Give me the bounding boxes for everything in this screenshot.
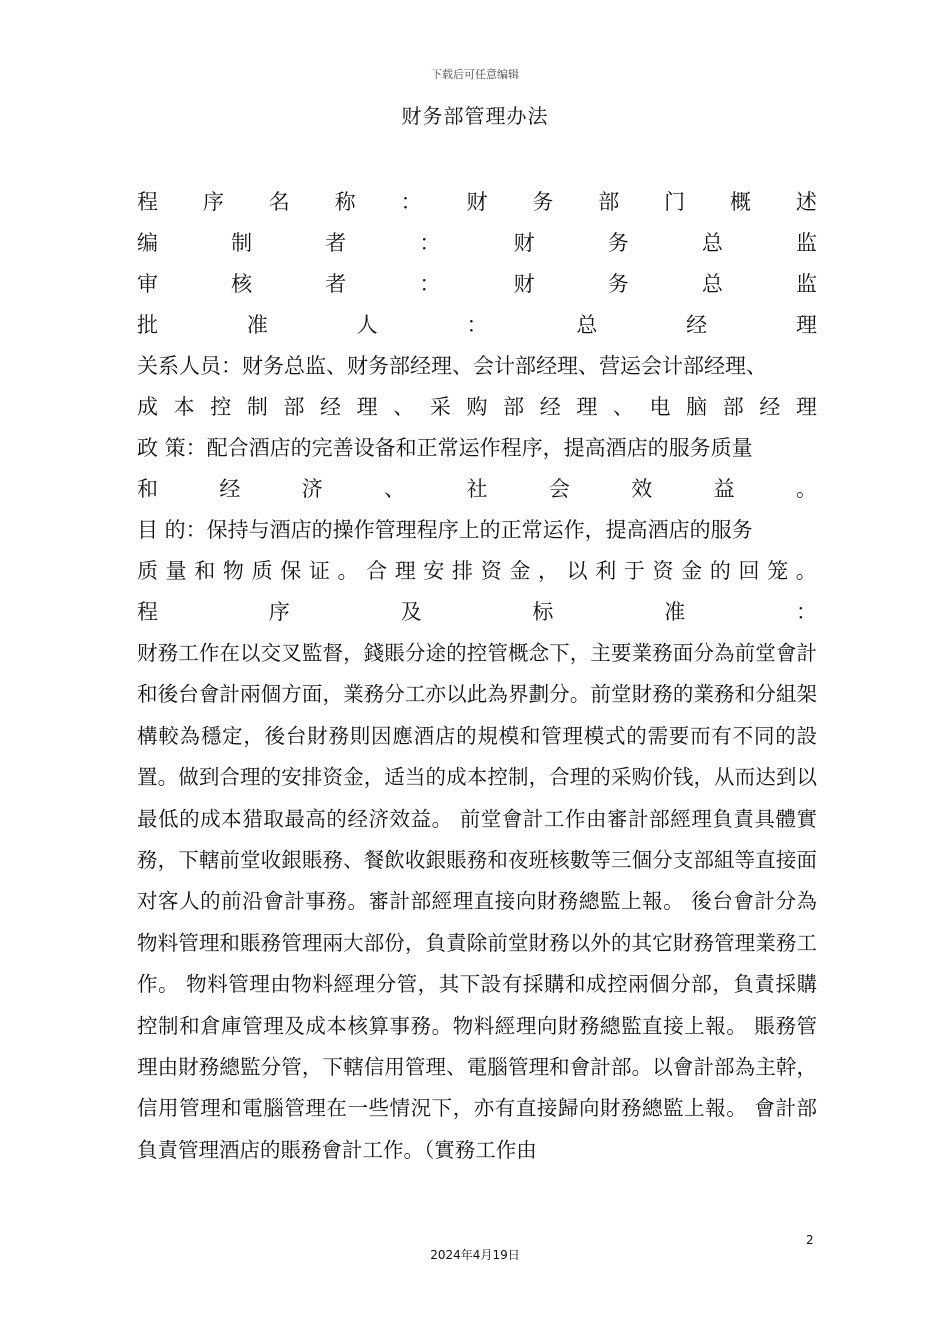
spread-char: 经: [320, 395, 342, 419]
reviewer-line: [137, 264, 817, 305]
spread-char: 标: [532, 600, 554, 624]
spread-char: 序: [202, 190, 224, 214]
procedure-heading: [137, 592, 817, 633]
spread-char: 程: [137, 600, 158, 624]
spread-char: 会: [548, 477, 570, 501]
spread-char: 理: [394, 559, 416, 583]
spread-char: 社: [466, 477, 488, 501]
spread-char: 门: [664, 190, 686, 214]
spread-char: 济: [301, 477, 323, 501]
spread-char: 。: [795, 559, 817, 583]
spread-char: 理: [576, 395, 598, 419]
spread-char: 回: [738, 559, 760, 583]
spread-char: 总: [576, 313, 598, 337]
header-note: 下载后可任意编辑: [431, 68, 519, 81]
spread-char: 本: [173, 395, 195, 419]
spread-char: 、: [384, 477, 406, 501]
spread-char: 质: [251, 559, 273, 583]
spread-char: 总: [701, 231, 723, 255]
spread-char: 、: [393, 395, 415, 419]
spread-char: 金: [509, 559, 531, 583]
purpose-line-2: [137, 551, 817, 592]
document-title: 财务部管理办法: [401, 104, 549, 128]
spread-char: 证: [308, 559, 330, 583]
spread-char: 称: [334, 190, 356, 214]
spread-char: 务: [532, 190, 554, 214]
document-body: [137, 182, 817, 1171]
spread-char: 资: [652, 559, 674, 583]
spread-char: 者: [325, 272, 347, 296]
spread-char: 控: [210, 395, 232, 419]
spread-char: 准: [664, 600, 686, 624]
spread-char: 部: [598, 190, 620, 214]
spread-char: 采: [429, 395, 451, 419]
spread-char: 经: [759, 395, 781, 419]
spread-char: 理: [795, 395, 817, 419]
spread-char: ，: [537, 559, 559, 583]
spread-char: 于: [623, 559, 645, 583]
approver-line: [137, 305, 817, 346]
spread-char: 编: [137, 231, 158, 255]
body-paragraph: 财務工作在以交叉監督，錢賬分途的控管概念下，主要業務面分為前堂會計和後台會計兩個方面，業務分工亦以此為界劃分。前堂財務的業務和分組架構較為穩定，後台財務則因應酒店的規模和管理模式的需要而有不同的設置。做到合理的安排资金，适当的成本控制，合理的采购价钱，从而达到以最低的成本猎取最高的经济效益。 前堂會計工作由審計部經理負責具體實務，下轄前堂收銀賬務、餐飲收銀賬務和夜班核數等三個分支部組等直接面对客人的前沿會計事務。審計部經理直接向財務總監上報。 後台會計分為物料管理和賬務管理兩大部份，負責除前堂財務以外的其它財務管理業務工作。 物料管理由物料經理分管，其下設有採購和成控兩個分部，負責採購控制和倉庫管理及成本核算事務。物料經理向財務總監直接上報。 賬務管理由財務總監分管，下轄信用管理、電腦管理和會計部。以會計部為主幹，信用管理和電腦管理在一些情況下，亦有直接歸向財務總監上報。 會計部負責管理酒店的賬務會計工作。（實務工作由: [137, 641, 817, 1162]
spread-char: 部: [283, 395, 305, 419]
spread-char: 。: [337, 559, 359, 583]
author-line: [137, 223, 817, 264]
spread-char: 金: [681, 559, 703, 583]
related-line-2: [137, 387, 817, 428]
spread-char: 经: [219, 477, 241, 501]
purpose-line-1: 目 的：保持与酒店的操作管理程序上的正常运作，提高酒店的服务: [137, 518, 753, 542]
spread-char: 经: [539, 395, 561, 419]
spread-char: 核: [231, 272, 253, 296]
spread-char: 脑: [686, 395, 708, 419]
spread-char: 及: [400, 600, 422, 624]
spread-char: 质: [137, 559, 158, 583]
spread-char: 购: [466, 395, 488, 419]
policy-line-1: 政 策：配合酒店的完善设备和正常运作程序，提高酒店的服务质量: [137, 436, 753, 460]
spread-char: 的: [709, 559, 731, 583]
spread-char: 部: [503, 395, 525, 419]
spread-char: 人: [356, 313, 378, 337]
spread-char: 制: [231, 231, 253, 255]
spread-char: 资: [480, 559, 502, 583]
spread-char: 准: [246, 313, 268, 337]
spread-char: 物: [222, 559, 244, 583]
spread-char: 财: [513, 231, 535, 255]
spread-char: 量: [165, 559, 187, 583]
spread-char: 监: [795, 231, 817, 255]
spread-char: ：: [795, 600, 817, 624]
spread-char: 、: [612, 395, 634, 419]
spread-char: 益: [713, 477, 735, 501]
spread-char: ：: [466, 313, 488, 337]
spread-char: 合: [366, 559, 388, 583]
spread-char: 理: [356, 395, 378, 419]
policy-line-2: [137, 469, 817, 510]
spread-char: 财: [466, 190, 488, 214]
spread-char: 保: [280, 559, 302, 583]
program-name-line: [137, 182, 817, 223]
footer-date: 2024年4月19日: [430, 1248, 520, 1262]
page-number: 2: [806, 1233, 814, 1247]
spread-char: 和: [194, 559, 216, 583]
spread-char: 述: [795, 190, 817, 214]
spread-char: 成: [137, 395, 158, 419]
spread-char: 。: [796, 477, 817, 501]
spread-char: 笼: [767, 559, 789, 583]
spread-char: ：: [400, 190, 422, 214]
spread-char: 利: [595, 559, 617, 583]
spread-char: 电: [649, 395, 671, 419]
spread-char: ：: [419, 272, 441, 296]
spread-char: 务: [607, 231, 629, 255]
spread-char: 制: [246, 395, 268, 419]
spread-char: 程: [137, 190, 158, 214]
spread-char: 者: [325, 231, 347, 255]
spread-char: ：: [419, 231, 441, 255]
spread-char: 理: [795, 313, 817, 337]
spread-char: 概: [730, 190, 752, 214]
related-line-1: 关系人员：财务总监、财务部经理、会计部经理、营运会计部经理、: [137, 354, 767, 378]
spread-char: 监: [795, 272, 817, 296]
spread-char: 部: [722, 395, 744, 419]
spread-char: 名: [268, 190, 290, 214]
spread-char: 务: [607, 272, 629, 296]
spread-char: 以: [566, 559, 588, 583]
spread-char: 效: [631, 477, 653, 501]
spread-char: 排: [452, 559, 474, 583]
spread-char: 审: [137, 272, 158, 296]
spread-char: 批: [137, 313, 158, 337]
spread-char: 序: [268, 600, 290, 624]
spread-char: 安: [423, 559, 445, 583]
spread-char: 财: [513, 272, 535, 296]
spread-char: 经: [686, 313, 708, 337]
spread-char: 和: [137, 477, 158, 501]
spread-char: 总: [701, 272, 723, 296]
